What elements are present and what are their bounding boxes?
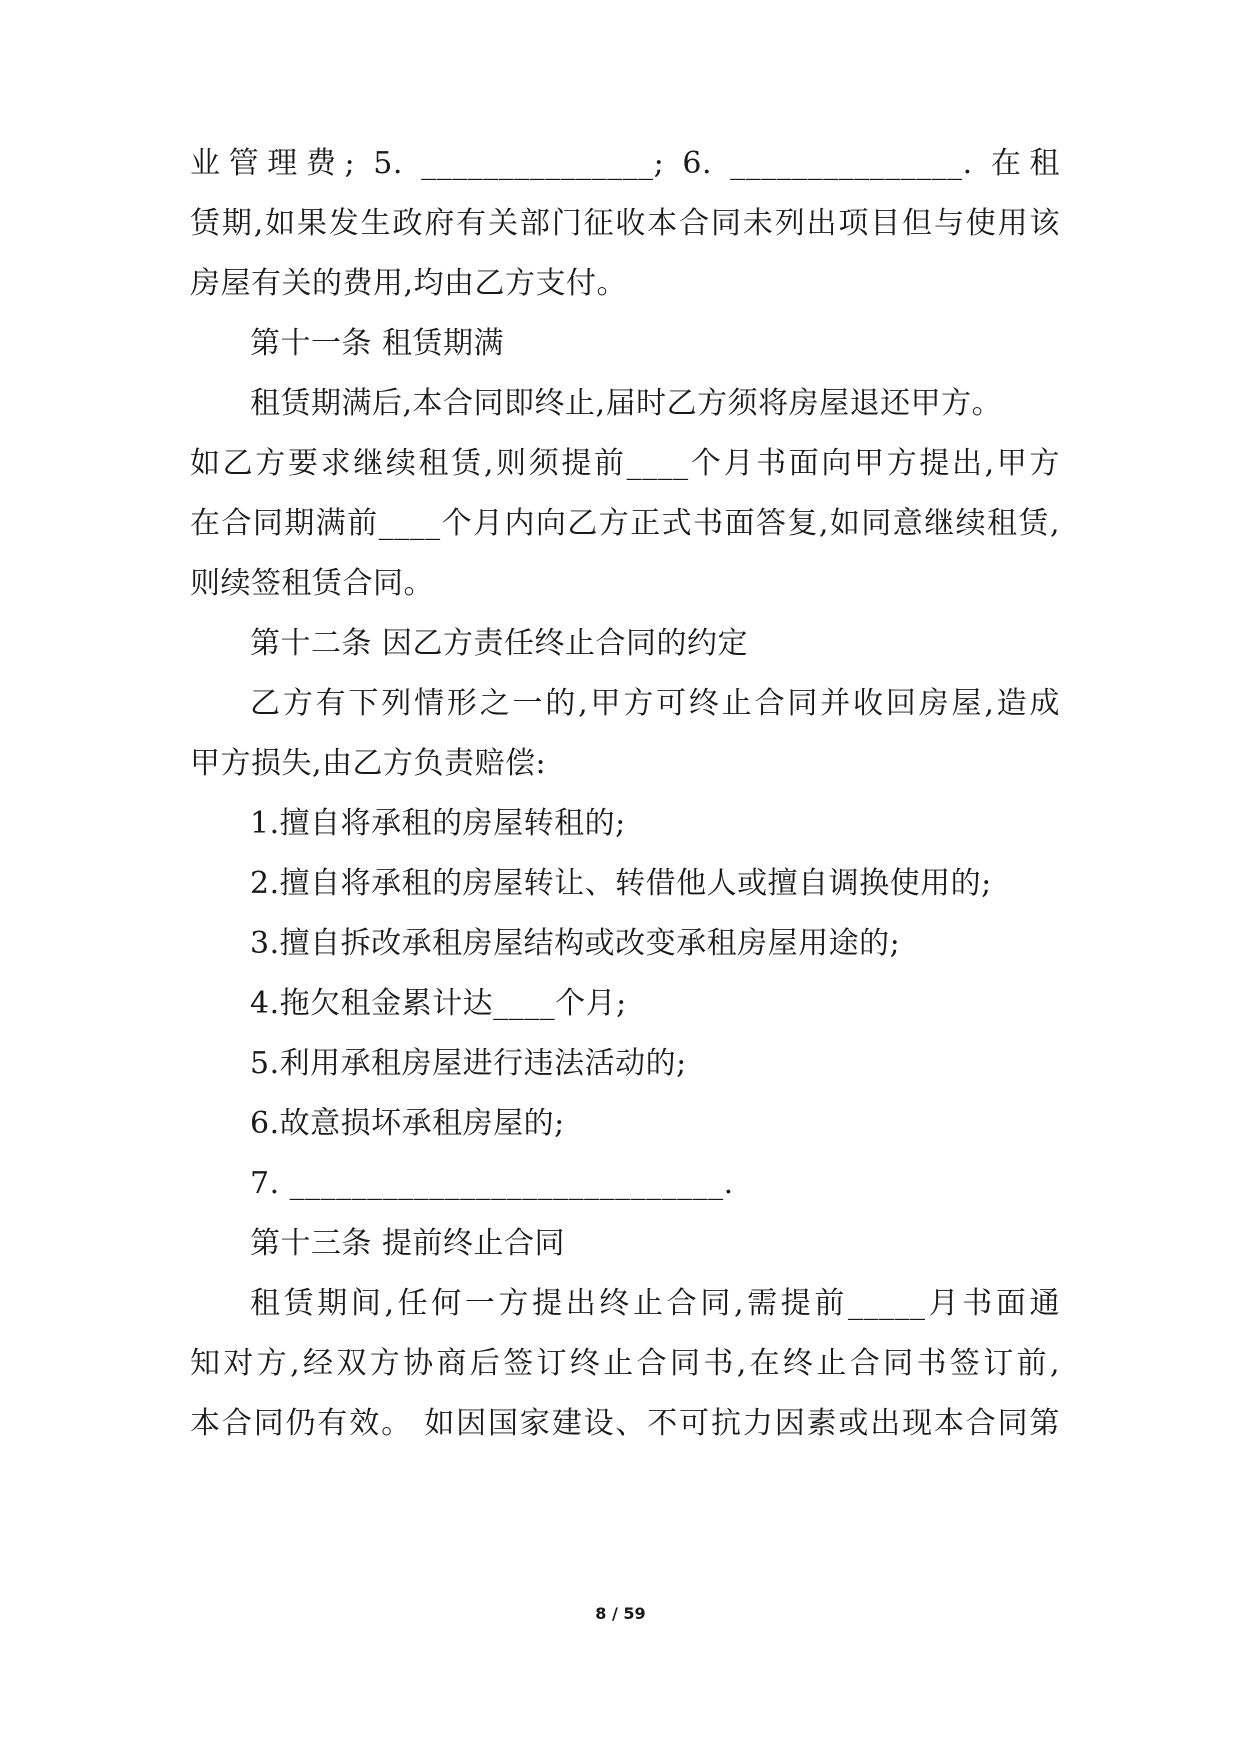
paragraph-line: 本合同仍有效。 如因国家建设、不可抗力因素或出现本合同第: [190, 1406, 1060, 1441]
paragraph-line: 乙方有下列情形之一的,甲方可终止合同并收回房屋,造成: [250, 686, 1060, 721]
paragraph-line: 则续签租赁合同。: [190, 566, 434, 601]
list-item: 2.擅自将承租的房屋转让、转借他人或擅自调换使用的;: [250, 866, 992, 901]
page-number: 8 / 59: [595, 1604, 646, 1623]
list-item: 3.擅自拆改承租房屋结构或改变承租房屋用途的;: [250, 926, 901, 961]
section-heading: 第十三条 提前终止合同: [250, 1226, 566, 1261]
paragraph-line: 租赁期满后,本合同即终止,届时乙方须将房屋退还甲方。: [250, 386, 1003, 421]
list-item: 7. ____________________________.: [250, 1166, 734, 1201]
paragraph-line: 在合同期满前____个月内向乙方正式书面答复,如同意继续租赁,: [190, 506, 1060, 541]
paragraph-line: 甲方损失,由乙方负责赔偿:: [190, 746, 547, 781]
list-item: 5.利用承租房屋进行违法活动的;: [250, 1046, 687, 1081]
paragraph-line: 赁期,如果发生政府有关部门征收本合同未列出项目但与使用该: [190, 206, 1060, 241]
section-heading: 第十二条 因乙方责任终止合同的约定: [250, 626, 749, 661]
paragraph-line: 知对方,经双方协商后签订终止合同书,在终止合同书签订前,: [190, 1346, 1060, 1381]
paragraph-line: 房屋有关的费用,均由乙方支付。: [190, 266, 628, 301]
paragraph-line: 如乙方要求继续租赁,则须提前____个月书面向甲方提出,甲方: [190, 446, 1060, 481]
paragraph-line: 业管理费; 5. _______________; 6. _______________. 在租: [190, 146, 1060, 181]
list-item: 6.故意损坏承租房屋的;: [250, 1106, 565, 1141]
section-heading: 第十一条 租赁期满: [250, 326, 505, 361]
list-item: 1.擅自将承租的房屋转租的;: [250, 806, 626, 841]
paragraph-line: 租赁期间,任何一方提出终止合同,需提前_____月书面通: [250, 1286, 1060, 1321]
list-item: 4.拖欠租金累计达____个月;: [250, 986, 627, 1021]
